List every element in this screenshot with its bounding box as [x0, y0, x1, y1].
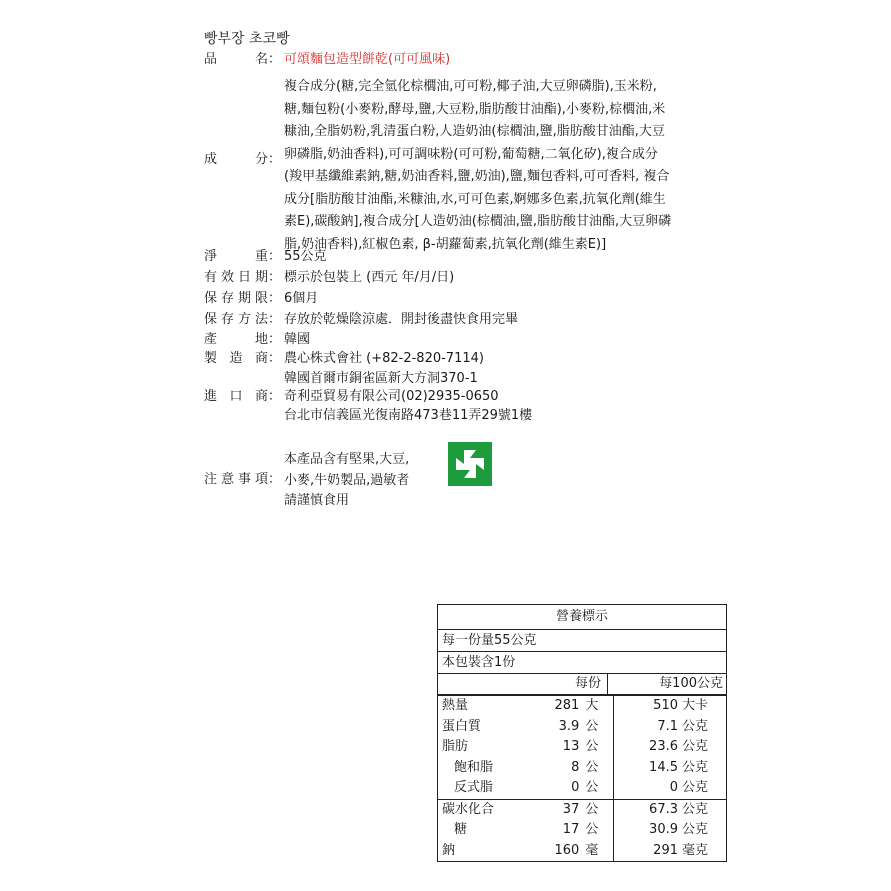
nutrition-row — [438, 737, 726, 758]
per-100g-unit: 毫克 — [682, 842, 709, 858]
per-100g-unit: 公克 — [682, 780, 709, 795]
per-serving-unit: 公 — [585, 780, 599, 795]
allergy-notice-text: 本產品含有堅果,大豆, 小麥,牛奶製品,過敏者 請謹慎食用 — [284, 452, 410, 508]
serving-size: 每一份量55公克 — [438, 630, 726, 652]
per-100g-value: 23.6 — [649, 739, 678, 754]
per-100g-unit: 公克 — [682, 801, 709, 817]
expiry-value: 標示於包裝上 (西元 年/月/日) — [284, 270, 455, 285]
per-100g-cell — [614, 841, 726, 862]
per-100g-value: 7.1 — [657, 718, 678, 734]
nutrition-title: 營養標示 — [438, 605, 726, 630]
nutrition-row — [438, 778, 726, 799]
per-serving-unit: 公 — [585, 822, 599, 837]
per-100g-value: 30.9 — [649, 822, 678, 837]
per-100g-value: 510 — [653, 698, 678, 713]
recycle-icon — [442, 436, 498, 492]
per-100g-unit: 大卡 — [682, 698, 709, 713]
per-100g-cell — [614, 717, 726, 738]
manufacturer-address: 韓國首爾市銅雀區新大方洞370-1 — [284, 371, 478, 386]
per-serving-cell — [526, 717, 614, 738]
per-serving-cell — [526, 841, 614, 862]
nutrient-name: 鈉 — [442, 842, 456, 858]
per-100g-value: 67.3 — [649, 801, 678, 817]
per-serving-value: 13 — [562, 739, 580, 754]
per-100g-cell — [614, 778, 726, 799]
per-100g-unit: 公克 — [682, 822, 709, 837]
nutrient-name: 碳水化合 — [442, 801, 495, 817]
origin-value: 韓國 — [284, 332, 311, 347]
per-serving-header: 每份 — [526, 674, 608, 694]
per-serving-cell — [526, 696, 614, 717]
ingredients-label: 成 分 — [204, 152, 268, 167]
per-100g-unit: 公克 — [682, 739, 709, 754]
notice-label: 注 意 事 項 — [204, 472, 268, 487]
per-100g-cell — [614, 758, 726, 779]
per-serving-value: 8 — [571, 759, 580, 775]
per-100g-cell — [614, 737, 726, 758]
per-serving-cell — [526, 800, 614, 821]
shelf-life-row: 保 存 期 限 ： 6個月 — [204, 289, 318, 309]
per-serving-unit: 公 — [585, 759, 599, 775]
per-100g-value: 14.5 — [649, 759, 678, 775]
nutrition-row — [438, 800, 726, 821]
per-100g-cell — [614, 696, 726, 717]
per-serving-cell — [526, 737, 614, 758]
nutrition-body — [438, 695, 726, 861]
nutrient-name: 糖 — [454, 822, 468, 837]
net-weight-value: 55公克 — [284, 249, 327, 264]
origin-row: 產 地 ： 韓國 — [204, 330, 310, 350]
importer-address: 台北市信義區光復南路473巷11弄29號1樓 — [284, 408, 533, 423]
per-100g-value: 291 — [653, 842, 678, 858]
ingredients-text: 複合成分(糖,完全氫化棕櫚油,可可粉,椰子油,大豆卵磷脂),玉米粉, 糖,麵包粉(小麥粉,酵母,鹽,大豆粉,脂肪酸甘油酯),小麥粉,棕櫚油,米 糠油,全脂奶粉,乳清蛋白粉,人造奶油(棕櫚油,鹽,脂肪酸甘油酯,大豆 卵磷脂,奶油香料),可可調味粉(可可粉,葡萄糖,二氧化矽),複合成分 (羧甲基纖維素鈉,糖,奶油香料,鹽,奶油),鹽,麵包香料,可可香料, 複合 成分[脂肪酸甘油酯,米糠油,水,可可色素,婀娜多色素,抗氧化劑(維生 素E),碳酸鈉],複合成分[人造奶油(棕櫚油,鹽,脂肪酸甘油酯,大豆卵磷 脂,奶油香料),紅椒色素, β-胡蘿蔔素,抗氧化劑(維生素E)] — [284, 79, 672, 252]
per-serving-value: 160 — [554, 842, 580, 858]
nutrition-row — [438, 820, 726, 841]
per-100g-cell — [614, 800, 726, 821]
nutrition-column-headers — [438, 674, 726, 695]
nutrient-name: 脂肪 — [442, 739, 469, 754]
per-serving-cell — [526, 820, 614, 841]
per-serving-value: 37 — [562, 801, 580, 817]
servings-per-package: 本包裝含1份 — [438, 652, 726, 674]
product-name-row: 品 名 ： 可頌麵包造型餅乾(可可風味) — [204, 50, 450, 70]
per-serving-cell — [526, 758, 614, 779]
nutrition-row — [438, 696, 726, 717]
per-serving-cell — [526, 778, 614, 799]
storage-row: 保 存 方 法 ： 存放於乾燥陰涼處．開封後盡快食用完畢 — [204, 310, 518, 330]
nutrition-table — [437, 604, 727, 862]
manufacturer-name: 農心株式會社 (+82-2-820-7114) — [284, 351, 484, 366]
importer-row: 進 口 商 ： 奇利亞貿易有限公司(02)2935-0650 — [204, 387, 499, 407]
nutrient-name: 熱量 — [442, 698, 469, 713]
per-serving-unit: 毫 — [585, 842, 599, 858]
per-serving-unit: 公 — [585, 739, 599, 754]
per-100g-cell — [614, 820, 726, 841]
nutrition-row — [438, 841, 726, 862]
per-100g-unit: 公克 — [682, 718, 709, 734]
net-weight-row: 淨 重 ： 55公克 — [204, 247, 327, 267]
nutrient-name: 反式脂 — [454, 780, 494, 795]
per-100g-header: 每100公克 — [659, 676, 723, 691]
per-100g-value: 0 — [669, 780, 678, 795]
per-100g-unit: 公克 — [682, 759, 709, 775]
shelf-life-value: 6個月 — [284, 291, 319, 306]
nutrient-name: 蛋白質 — [442, 718, 482, 734]
per-serving-unit: 大 — [585, 698, 599, 713]
per-serving-value: 281 — [554, 698, 580, 713]
per-serving-unit: 公 — [585, 801, 599, 817]
storage-value: 存放於乾燥陰涼處．開封後盡快食用完畢 — [284, 312, 519, 327]
expiry-row: 有 效 日 期 ： 標示於包裝上 (西元 年/月/日) — [204, 268, 454, 288]
per-serving-value: 17 — [562, 822, 580, 837]
notice-label-row: 注 意 事 項 ： — [204, 470, 284, 490]
product-name-label: 品 名 — [204, 52, 268, 67]
product-title: 빵부장 초코빵 — [204, 31, 290, 47]
product-name-value: 可頌麵包造型餅乾(可可風味) — [284, 52, 451, 67]
nutrition-row — [438, 758, 726, 779]
per-serving-value: 0 — [571, 780, 580, 795]
per-serving-value: 3.9 — [558, 718, 580, 734]
per-serving-unit: 公 — [585, 718, 599, 734]
nutrition-row — [438, 717, 726, 738]
nutrient-name: 飽和脂 — [454, 759, 494, 775]
manufacturer-row: 製 造 商 ： 農心株式會社 (+82-2-820-7114) — [204, 349, 484, 369]
importer-name: 奇利亞貿易有限公司(02)2935-0650 — [284, 389, 499, 404]
ingredients-label-row: 成 分 ： — [204, 150, 284, 170]
